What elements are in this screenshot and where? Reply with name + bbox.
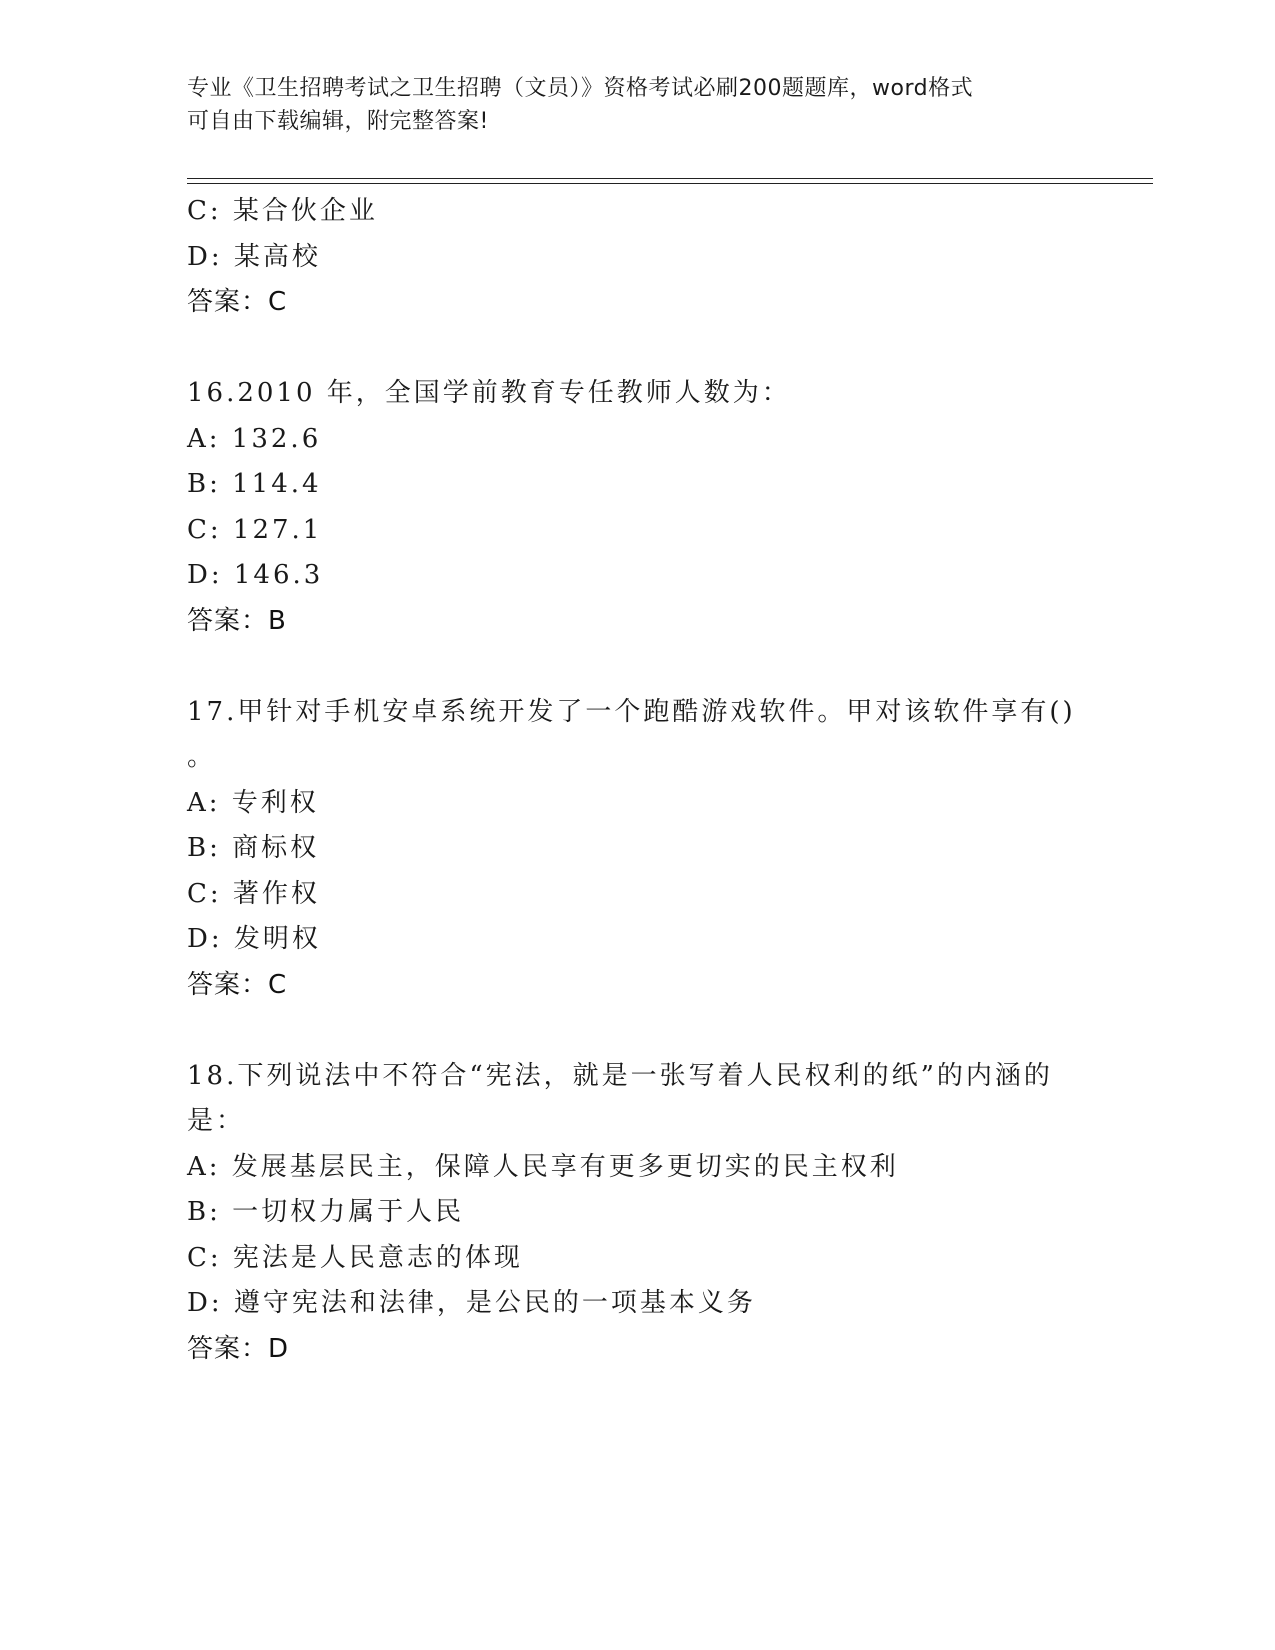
option-c: C: 某合伙企业	[187, 196, 378, 226]
question-stem-continued: 是：	[187, 1106, 246, 1136]
question-stem: 16.2010 年，全国学前教育专任教师人数为：	[187, 378, 791, 408]
spacer	[187, 644, 1087, 690]
spacer	[187, 1008, 1087, 1054]
answer-line: 答案：C	[187, 287, 288, 317]
header-line-1: 专业《卫生招聘考试之卫生招聘（文员）》资格考试必刷200题题库，word格式	[187, 76, 974, 101]
option-b: B: 商标权	[187, 833, 320, 863]
question-stem: 17.甲针对手机安卓系统开发了一个跑酷游戏软件。甲对该软件享有()	[187, 696, 1076, 727]
answer-line: 答案：B	[187, 605, 287, 636]
option-a: A: 132.6	[187, 423, 322, 454]
option-c: C: 127.1	[187, 514, 323, 545]
question-17	[187, 690, 1087, 1009]
header-rule-top	[187, 178, 1153, 179]
question-18	[187, 1054, 1087, 1373]
option-a: A: 专利权	[187, 787, 319, 818]
document-header	[187, 72, 1067, 138]
spacer	[187, 326, 1087, 372]
option-c: C: 宪法是人民意志的体现	[187, 1242, 523, 1273]
question-stem: 18.下列说法中不符合“宪法，就是一张写着人民权利的纸”的内涵的	[187, 1060, 1053, 1091]
header-rule-bottom	[187, 183, 1153, 184]
question-list	[187, 189, 1087, 1372]
option-c: C: 著作权	[187, 878, 320, 909]
question-stem-continued: 。	[187, 742, 217, 772]
answer-line: 答案：C	[187, 969, 288, 1000]
option-d: D: 某高校	[187, 241, 321, 272]
previous-question-tail	[187, 189, 1087, 326]
answer-line: 答案：D	[187, 1333, 290, 1364]
option-d: D: 遵守宪法和法律，是公民的一项基本义务	[187, 1288, 756, 1318]
question-16	[187, 371, 1087, 644]
option-d: D: 发明权	[187, 924, 321, 954]
option-b: B: 114.4	[187, 469, 322, 499]
option-a: A: 发展基层民主，保障人民享有更多更切实的民主权利	[187, 1151, 899, 1182]
option-b: B: 一切权力属于人民	[187, 1197, 465, 1227]
header-line-2: 可自由下载编辑，附完整答案!	[187, 109, 489, 134]
option-d: D: 146.3	[187, 560, 324, 590]
